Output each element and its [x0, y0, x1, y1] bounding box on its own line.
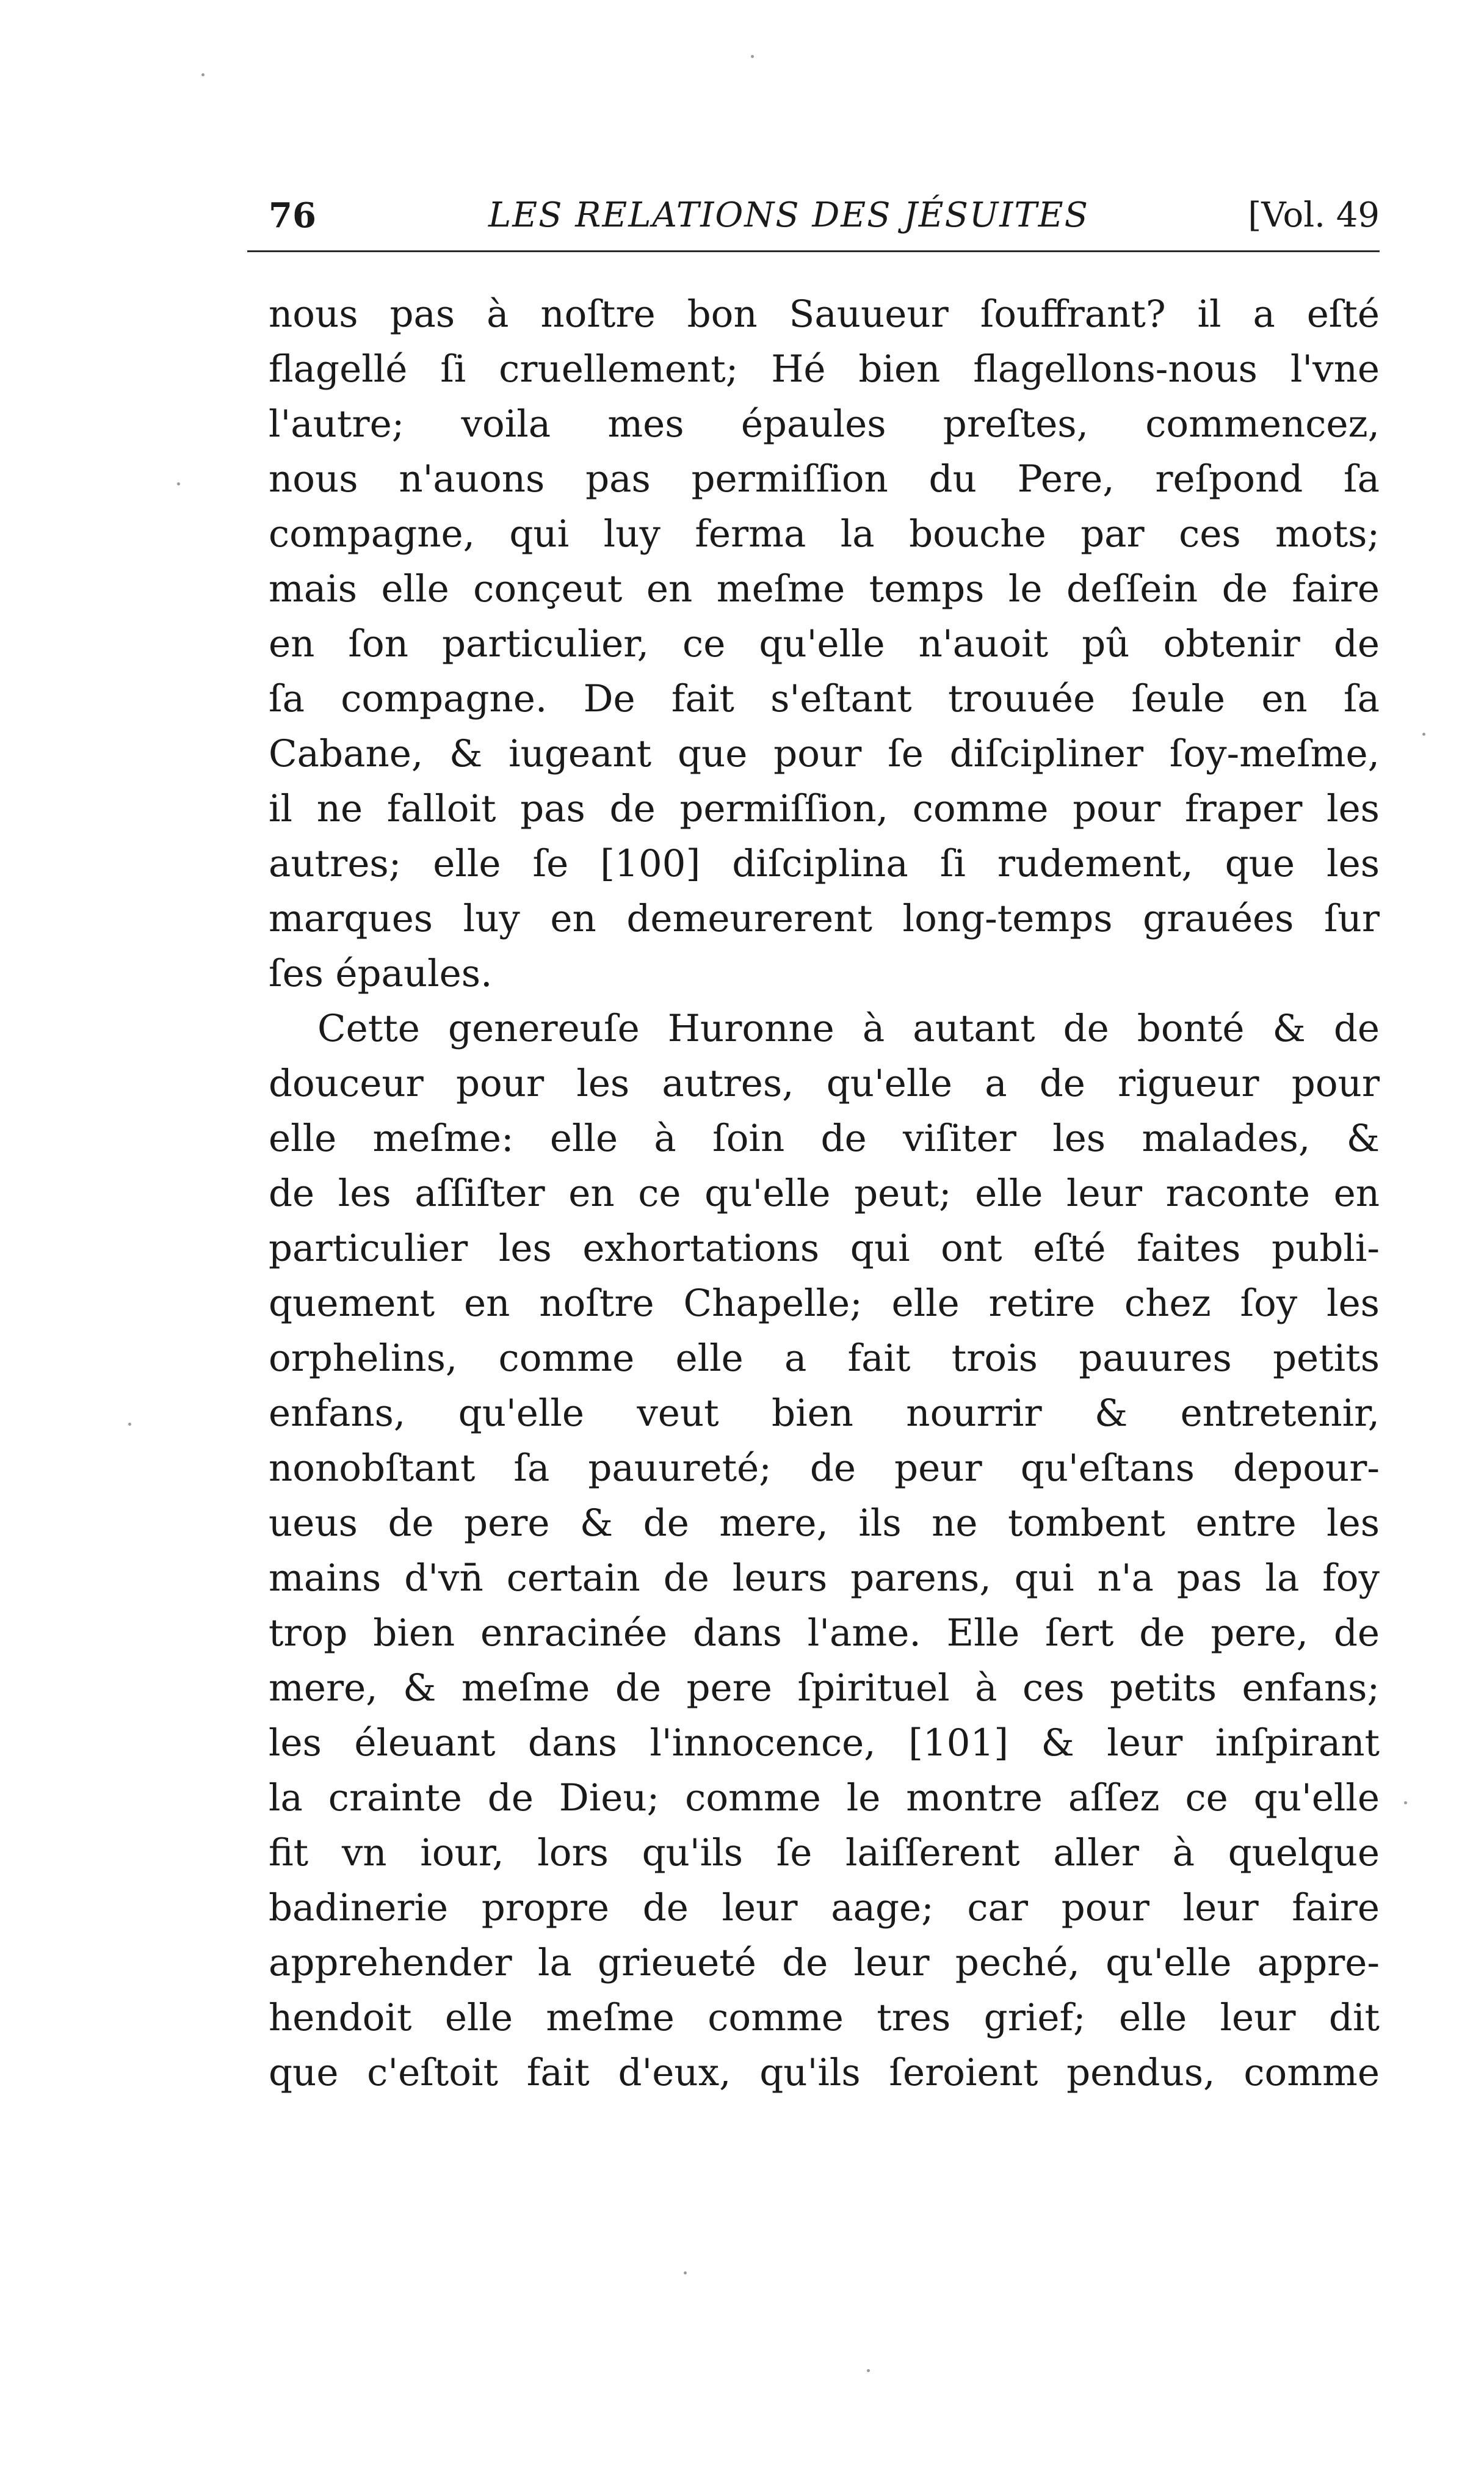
text-line: ueus de pere & de mere, ils ne tombent entre les — [269, 1501, 1380, 1545]
scan-speck — [867, 2369, 870, 2372]
text-line: l'autre; voila mes épaules preſtes, commencez, — [269, 402, 1380, 446]
running-head — [269, 194, 1380, 237]
scan-speck — [1422, 733, 1425, 736]
scan-speck — [201, 73, 205, 76]
text-line: flagellé ſi cruellement; Hé bien flagellons-nous l'vne — [269, 347, 1380, 391]
text-line: nonobſtant ſa pauureté; de peur qu'eſtans depour- — [269, 1446, 1380, 1490]
text-line: autres; elle ſe [100] diſciplina ſi rudement, que les — [269, 842, 1380, 885]
text-line: fit vn iour, lors qu'ils ſe laiſſerent aller à quelque — [269, 1831, 1380, 1875]
text-line: orphelins, comme elle a fait trois pauures petits — [269, 1337, 1380, 1380]
scan-speck — [128, 1423, 131, 1426]
body-text — [269, 287, 1380, 2100]
text-line: nous pas à noſtre bon Sauueur ſouffrant? il a eſté — [269, 292, 1380, 336]
text-line: nous n'auons pas permiſſion du Pere, reſpond ſa — [269, 457, 1380, 501]
text-line: apprehender la grieueté de leur peché, qu'elle appre- — [269, 1941, 1380, 1984]
scan-speck — [1404, 1801, 1407, 1804]
text-line: mere, & meſme de pere ſpirituel à ces petits enfans; — [269, 1666, 1380, 1710]
text-line: en ſon particulier, ce qu'elle n'auoit pû obtenir de — [269, 622, 1380, 666]
text-line: il ne falloit pas de permiſſion, comme pour fraper les — [269, 787, 1380, 830]
header-rule — [247, 250, 1380, 252]
text-line: ſes épaules. — [269, 952, 493, 995]
text-line: hendoit elle meſme comme tres grief; elle leur dit — [269, 1996, 1380, 2039]
scan-speck — [751, 55, 754, 58]
text-line: elle meſme: elle à ſoin de viſiter les malades, & — [269, 1117, 1380, 1160]
text-line: marques luy en demeurerent long-temps grauées ſur — [269, 897, 1380, 940]
text-line: enfans, qu'elle veut bien nourrir & entretenir, — [269, 1392, 1380, 1435]
volume-label: [Vol. 49 — [1248, 195, 1380, 235]
text-line: particulier les exhortations qui ont eſté faites publi- — [269, 1227, 1380, 1270]
text-line: badinerie propre de leur aage; car pour leur faire — [269, 1886, 1380, 1929]
text-line: mais elle conçeut en meſme temps le deſſein de faire — [269, 567, 1380, 611]
text-line: mains d'vn̄ certain de leurs parens, qui n'a pas la foy — [269, 1556, 1380, 1600]
text-line: Cette genereuſe Huronne à autant de bonté & de — [317, 1007, 1380, 1050]
text-line: quement en noſtre Chapelle; elle retire chez ſoy les — [269, 1282, 1380, 1325]
text-line: la crainte de Dieu; comme le montre aſſez ce qu'elle — [269, 1776, 1380, 1820]
text-line: ſa compagne. De fait s'eſtant trouuée ſeule en ſa — [269, 677, 1380, 721]
page-number: 76 — [269, 195, 316, 236]
text-line: de les aſſiſter en ce qu'elle peut; elle leur raconte en — [269, 1172, 1380, 1215]
text-line: compagne, qui luy ferma la bouche par ces mots; — [269, 512, 1380, 556]
scan-speck — [684, 2271, 687, 2274]
text-line: que c'eſtoit fait d'eux, qu'ils ſeroient pendus, comme — [269, 2051, 1380, 2094]
text-line: les éleuant dans l'innocence, [101] & leur inſpirant — [269, 1721, 1380, 1765]
running-title: LES RELATIONS DES JÉSUITES — [488, 195, 1089, 235]
scan-speck — [177, 482, 180, 485]
text-line: Cabane, & iugeant que pour ſe diſcipliner ſoy-meſme, — [269, 732, 1380, 775]
text-line: douceur pour les autres, qu'elle a de rigueur pour — [269, 1062, 1380, 1105]
text-line: trop bien enracinée dans l'ame. Elle ſert de pere, de — [269, 1611, 1380, 1655]
